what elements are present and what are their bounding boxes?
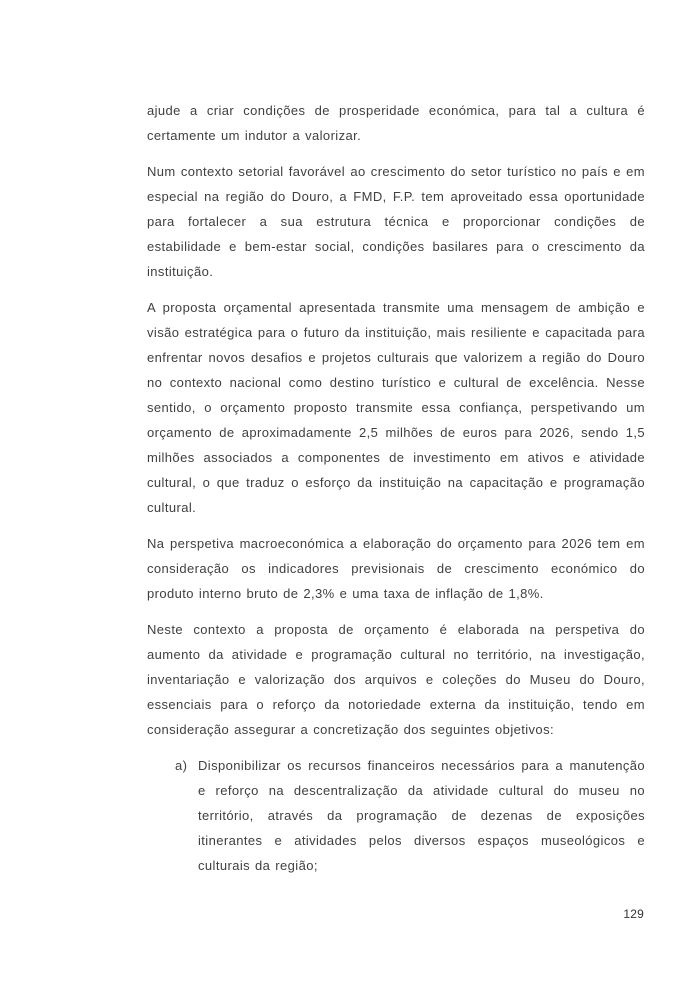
paragraph-1: ajude a criar condições de prosperidade económica, para tal a cultura é certamente um indutor a valorizar.: [147, 103, 645, 143]
page-number: 129: [623, 907, 644, 921]
list-item-a: [175, 753, 645, 878]
document-text-block: [147, 98, 645, 878]
list-item-a-text: Disponibilizar os recursos financeiros necessários para a manutenção e reforço na descentralização da atividade cultural do museu no território, através da programação de dezenas de exposições itinerantes e atividades pelos diversos espaços museológicos e culturais da região;: [198, 758, 645, 873]
paragraph-4: Na perspetiva macroeconómica a elaboração do orçamento para 2026 tem em consideração os indicadores previsionais de crescimento económico do produto interno bruto de 2,3% e uma taxa de inflação de 1,8%.: [147, 536, 645, 601]
list-item-a-marker: a): [175, 758, 188, 773]
paragraph-3: A proposta orçamental apresentada transmite uma mensagem de ambição e visão estratégica para o futuro da instituição, mais resiliente e capacitada para enfrentar novos desafios e projetos culturais que valorizem a região do Douro no contexto nacional como destino turístico e cultural de excelência. Nesse sentido, o orçamento proposto transmite essa confiança, perspetivando um orçamento de aproximadamente 2,5 milhões de euros para 2026, sendo 1,5 milhões associados a componentes de investimento em ativos e atividade cultural, o que traduz o esforço da instituição na capacitação e programação cultural.: [147, 300, 645, 515]
paragraph-2: Num contexto setorial favorável ao crescimento do setor turístico no país e em especial na região do Douro, a FMD, F.P. tem aproveitado essa oportunidade para fortalecer a sua estrutura técnica e proporcionar condições de estabilidade e bem-estar social, condições basilares para o crescimento da instituição.: [147, 164, 645, 279]
objectives-list: [147, 753, 645, 878]
paragraph-5: Neste contexto a proposta de orçamento é elaborada na perspetiva do aumento da atividade e programação cultural no território, na investigação, inventariação e valorização dos arquivos e coleções do Museu do Douro, essenciais para o reforço da notoriedade externa da instituição, tendo em consideração assegurar a concretização dos seguintes objetivos:: [147, 622, 645, 737]
